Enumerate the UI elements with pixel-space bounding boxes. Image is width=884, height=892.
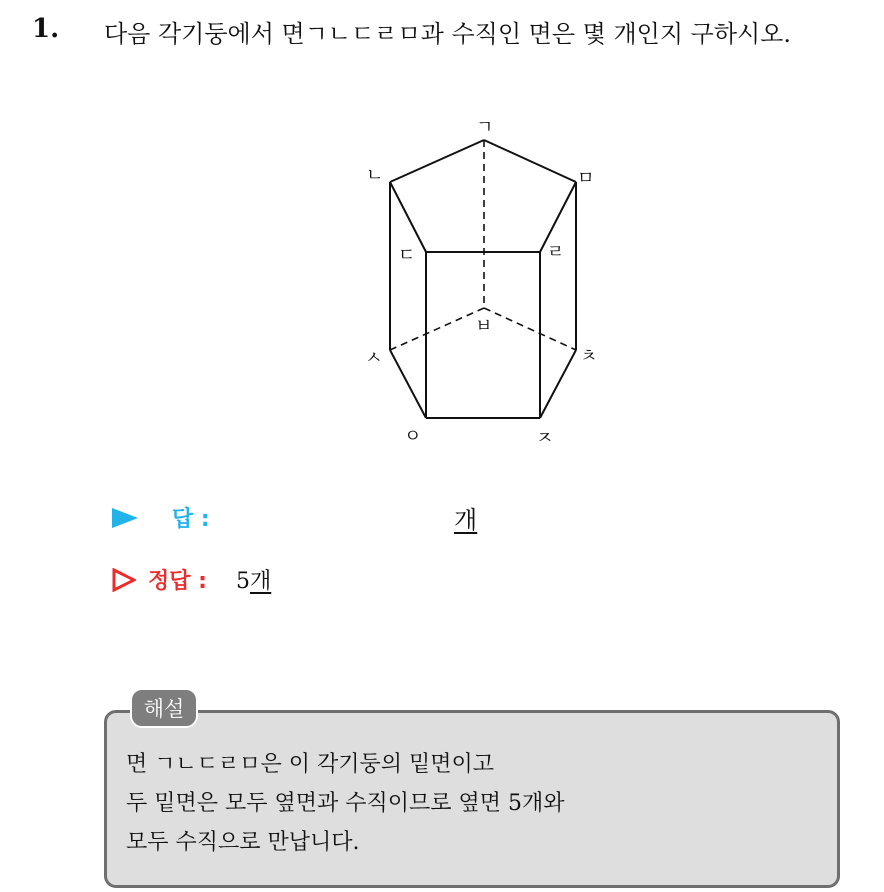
explanation-line-2: 두 밑면은 모두 옆면과 수직이므로 옆면 5개와 [126, 791, 565, 816]
vertex-label-s: ㅅ [365, 348, 383, 369]
explanation-line-1: 면 ㄱㄴㄷㄹㅁ은 이 각기둥의 밑면이고 [126, 752, 495, 777]
edge-g-m [484, 140, 576, 182]
vertex-label-j: ㅈ [536, 428, 554, 449]
correct-answer-value [236, 564, 271, 595]
vertex-label-n: ㄴ [366, 165, 384, 186]
hidden-edge-b-ch [484, 308, 576, 350]
outline-arrow-icon [112, 568, 136, 592]
explanation-line-3: 모두 수직으로 만납니다. [126, 830, 360, 855]
vertex-label-b: ㅂ [475, 316, 493, 337]
vertex-label-g: ㄱ [476, 117, 494, 138]
edge-j-ch [540, 350, 576, 418]
play-arrow-icon [112, 508, 138, 528]
edge-n-d [390, 182, 426, 252]
edge-g-n [390, 140, 484, 182]
correct-answer-unit: 개 [250, 569, 272, 594]
correct-answer-label: 정답 : [148, 569, 207, 594]
answer-unit: 개 [454, 506, 478, 534]
hidden-edge-b-s [390, 308, 484, 350]
vertex-label-m: ㅁ [577, 168, 595, 189]
explanation-tab: 해설 [130, 688, 198, 728]
vertex-label-d: ㄷ [398, 245, 416, 266]
vertex-label-r: ㄹ [547, 242, 565, 263]
correct-answer-number: 5 [236, 569, 250, 594]
vertex-label-ch: ㅊ [580, 346, 598, 367]
answer-label: 답 : [172, 507, 210, 532]
vertex-label-o: ㅇ [404, 426, 422, 447]
edge-s-o [390, 350, 426, 418]
question-text: 다음 각기둥에서 면ㄱㄴㄷㄹㅁ과 수직인 면은 몇 개인지 구하시오. [104, 20, 791, 48]
question-number: 1. [32, 14, 60, 44]
